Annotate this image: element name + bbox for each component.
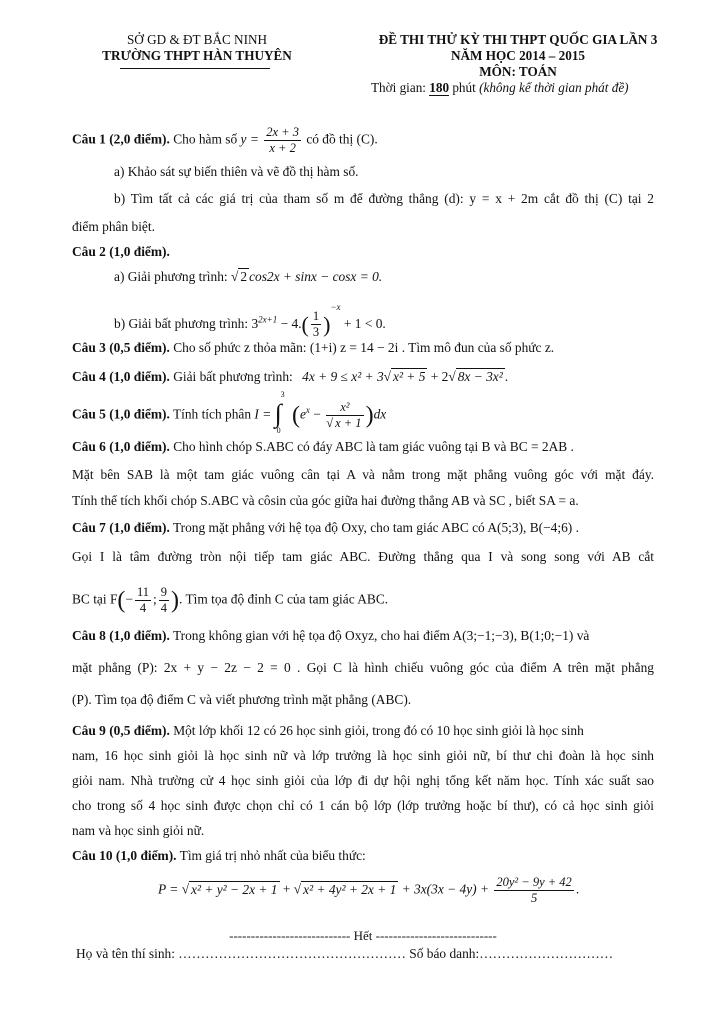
candidate-info (76, 946, 613, 962)
q7-frac1 (135, 585, 151, 616)
q6-line3: Tính thể tích khối chóp S.ABC và côsin của góc giữa hai đường thẳng AB và SC , biết SA = a. (72, 493, 579, 508)
candidate-label: Họ và tên thí sinh: (76, 946, 175, 961)
q5-fraction (326, 400, 363, 431)
school-year: NĂM HỌC 2014 – 2015 (450, 48, 586, 63)
q8-line1-text: Trong không gian với hệ tọa độ Oxyz, cho hai điểm A(3;−1;−3), B(1;0;−1) và (172, 628, 590, 643)
q6-title: Câu 6 (1,0 điểm). (72, 439, 170, 454)
q5-title: Câu 5 (1,0 điểm). (72, 406, 170, 422)
q1-func-den: x + 2 (269, 141, 296, 155)
q4-end: . (504, 369, 509, 384)
q3-title: Câu 3 (0,5 điểm). (72, 340, 170, 355)
school-underline (120, 68, 270, 69)
time-value: 180 (429, 80, 450, 95)
q4-root2: √ 8x − 3x² (448, 369, 503, 384)
q7-line2: Gọi I là tâm đường tròn nội tiếp tam giác ABC. Đường thẳng qua I và song song với AB cắt (72, 549, 654, 564)
integral-sign: ∫ (274, 399, 282, 428)
q5-den-root: x + 1 (335, 416, 362, 430)
q5-dx: dx (373, 406, 387, 422)
q4-left: 4x + 9 ≤ x² + 3 (302, 369, 384, 384)
q2-part-b-text: b) Giải bất phương trình: (114, 316, 249, 331)
q7-paren-open: ( (117, 587, 126, 614)
q9-line2: nam, 16 học sinh giỏi là học sinh nữ và lớp trưởng là học sinh giỏi nữ, bí thư chi đoàn là học sinh (72, 748, 654, 763)
q9-line1-text: Một lớp khối 12 có 26 học sinh giỏi, trong đó có 10 học sinh giỏi là học sinh (173, 723, 584, 738)
q10-lhs: P = (158, 881, 179, 897)
q1-part-b: b) Tìm tất cả các giá trị của tham số m để đường thẳng (d): y = x + 2m cắt đồ thị (C) tại 2 (114, 191, 654, 206)
q9-title: Câu 9 (0,5 điểm). (72, 723, 170, 738)
q5-lhs: I = (254, 406, 272, 422)
q4-text: Giải bất phương trình: (173, 369, 293, 384)
q10-formula (158, 875, 579, 906)
school-name: TRƯỜNG THPT HÀN THUYÊN (102, 48, 292, 63)
q5-line (72, 390, 387, 435)
q10-root2-value: x² + 4y² + 2x + 1 (303, 881, 397, 897)
q8-line2: mặt phẳng (P): 2x + y − 2z − 2 = 0 . Gọi C là hình chiếu vuông góc của điểm A trên mặt phẳng (72, 660, 654, 675)
q10-mid: + 3x(3x − 4y) + (401, 881, 489, 897)
q5-paren-open: ( (291, 402, 300, 429)
q9-line1 (72, 722, 584, 740)
q10-fraction (494, 875, 573, 906)
q7-frac2 (159, 585, 169, 616)
q7-frac1-num: 11 (136, 585, 149, 599)
q1-text-b: có đồ thị (C). (306, 131, 378, 147)
q8-title: Câu 8 (1,0 điểm). (72, 628, 170, 643)
q1-func-num: 2x + 3 (266, 125, 299, 139)
q2-exp2: −x (330, 302, 341, 312)
q1-part-b-cont: điểm phân biệt. (72, 219, 155, 234)
q4-mid: + 2 (430, 369, 449, 384)
q6-line2: Mặt bên SAB là một tam giác vuông cân tại A và nằm trong mặt phẳng vuông góc với mặt đáy. (72, 467, 654, 482)
q10-title: Câu 10 (1,0 điểm). (72, 848, 177, 863)
subject: MÔN: TOÁN (479, 64, 557, 79)
q7-line3: BC tại F(− $\frac{11}{4}$ ; $\frac{9}{4}$ ). Tìm tọa độ đỉnh C của tam giác ABC. (72, 585, 389, 615)
q2-part-a (114, 268, 382, 286)
q6-line1 (72, 438, 574, 456)
q2-part-a-text: a) Giải phương trình: (114, 269, 228, 284)
end-mark: ---------------------------- Hết ---------------------------- (229, 928, 497, 943)
department-name: SỞ GD & ĐT BẮC NINH (126, 32, 268, 47)
q5-e: e (299, 406, 306, 422)
q9-line3: giỏi nam. Nhà trường cử 4 học sinh giỏi của lớp đi dự hội nghị tổng kết năm học. Tính xác suất sao (72, 773, 654, 788)
candidate-dots: …………………………………………… (178, 946, 406, 961)
time-note: (không kể thời gian phát đề) (479, 80, 629, 95)
q10-frac-num: 20y² − 9y + 42 (496, 875, 572, 889)
q2-frac-den: 3 (312, 325, 320, 340)
q5-text: Tính tích phân (172, 406, 252, 422)
q2-paren-open: ( (301, 311, 309, 337)
q2-end: + 1 < 0. (343, 316, 386, 331)
q7-title: Câu 7 (1,0 điểm). (72, 520, 170, 535)
q4-root2-value: 8x − 3x² (457, 369, 503, 384)
q6-line1-text: Cho hình chóp S.ABC có đáy ABC là tam giác vuông tại B và BC = 2AB . (173, 439, 574, 454)
q10-line1 (72, 847, 366, 865)
q7-paren-close: ) (170, 587, 179, 614)
exam-title: ĐỀ THI THỬ KỲ THI THPT QUỐC GIA LẦN 3 (378, 32, 658, 47)
q1-text-a: Cho hàm số (173, 131, 238, 147)
q7-line3-a: BC tại F (72, 591, 118, 607)
q4-root1: √ x² + 5 (383, 369, 426, 384)
q10-root2: √ x² + 4y² + 2x + 1 (293, 881, 397, 897)
q7-line3-b: . Tìm tọa độ đỉnh C của tam giác ABC. (178, 591, 389, 607)
q5-frac-den: √ x + 1 (326, 416, 362, 430)
q8-line3: (P). Tìm tọa độ điểm C và viết phương trình mặt phẳng (ABC). (72, 692, 412, 707)
time-label: Thời gian: (371, 80, 426, 95)
q2-part-a-eq: cos2x + sinx − cosx = 0. (249, 269, 383, 284)
q5-minus: − (313, 406, 321, 422)
q2-exp: 2x+1 (258, 314, 278, 325)
time-info (371, 80, 629, 96)
q4-root1-value: x² + 5 (393, 369, 426, 384)
q1-func-lhs: y = (240, 131, 259, 147)
q10-root1: √ x² + y² − 2x + 1 (181, 881, 278, 897)
q2-sqrt-value: 2 (240, 269, 248, 284)
q7-frac2-num: 9 (160, 585, 167, 599)
q2-base: 3 (251, 316, 259, 331)
q7-frac2-den: 4 (160, 601, 167, 615)
id-dots: ………………………… (479, 946, 614, 961)
q5-exp: x (305, 405, 310, 416)
q3-line (72, 339, 554, 357)
q2-title: Câu 2 (1,0 điểm). (72, 244, 170, 259)
q7-line1-text: Trong mặt phẳng với hệ tọa độ Oxy, cho tam giác ABC có A(5;3), B(−4;6) . (172, 520, 579, 535)
q5-frac-num: x² (326, 400, 363, 416)
q5-paren-close: ) (365, 402, 374, 429)
q8-line1 (72, 627, 589, 645)
q7-line1 (72, 519, 579, 537)
q10-root1-value: x² + y² − 2x + 1 (191, 881, 278, 897)
q4-line (72, 368, 508, 386)
time-unit: phút (452, 80, 476, 95)
q2-part-b (114, 298, 386, 340)
q2-frac-num: 1 (312, 309, 320, 324)
q9-line5: nam và học sinh giỏi nữ. (72, 823, 205, 838)
q3-text: Cho số phức z thỏa mãn: (1+i) z = 14 − 2i . Tìm mô đun của số phức z. (173, 340, 555, 355)
q2-sqrt: √ 2 (231, 269, 248, 284)
q5-integral (274, 390, 289, 435)
q7-frac1-den: 4 (139, 601, 147, 615)
q5-lower: 0 (276, 426, 281, 435)
q1-func-fraction (264, 125, 301, 156)
q2-mid: − 4. (280, 316, 302, 331)
q1-part-a: a) Khảo sát sự biến thiên và vẽ đồ thị hàm số. (114, 164, 359, 179)
q10-frac-den: 5 (530, 891, 538, 905)
q9-line4: cho trong số 4 học sinh được chọn chỉ có 1 cán bộ lớp (lớp trưởng hoặc bí thư), có cả học sinh giỏi (72, 798, 654, 813)
q2-paren-close: ) (323, 311, 331, 337)
q5-upper: 3 (280, 390, 285, 399)
q10-end: . (575, 881, 580, 897)
q10-plus1: + (282, 881, 291, 897)
q4-title: Câu 4 (1,0 điểm). (72, 369, 170, 384)
id-label: Số báo danh: (409, 946, 480, 961)
q2-fraction (311, 309, 321, 340)
q10-text: Tìm giá trị nhỏ nhất của biểu thức: (179, 848, 366, 863)
q1-title: Câu 1 (2,0 điểm). (72, 131, 170, 147)
q1-line (72, 125, 378, 156)
